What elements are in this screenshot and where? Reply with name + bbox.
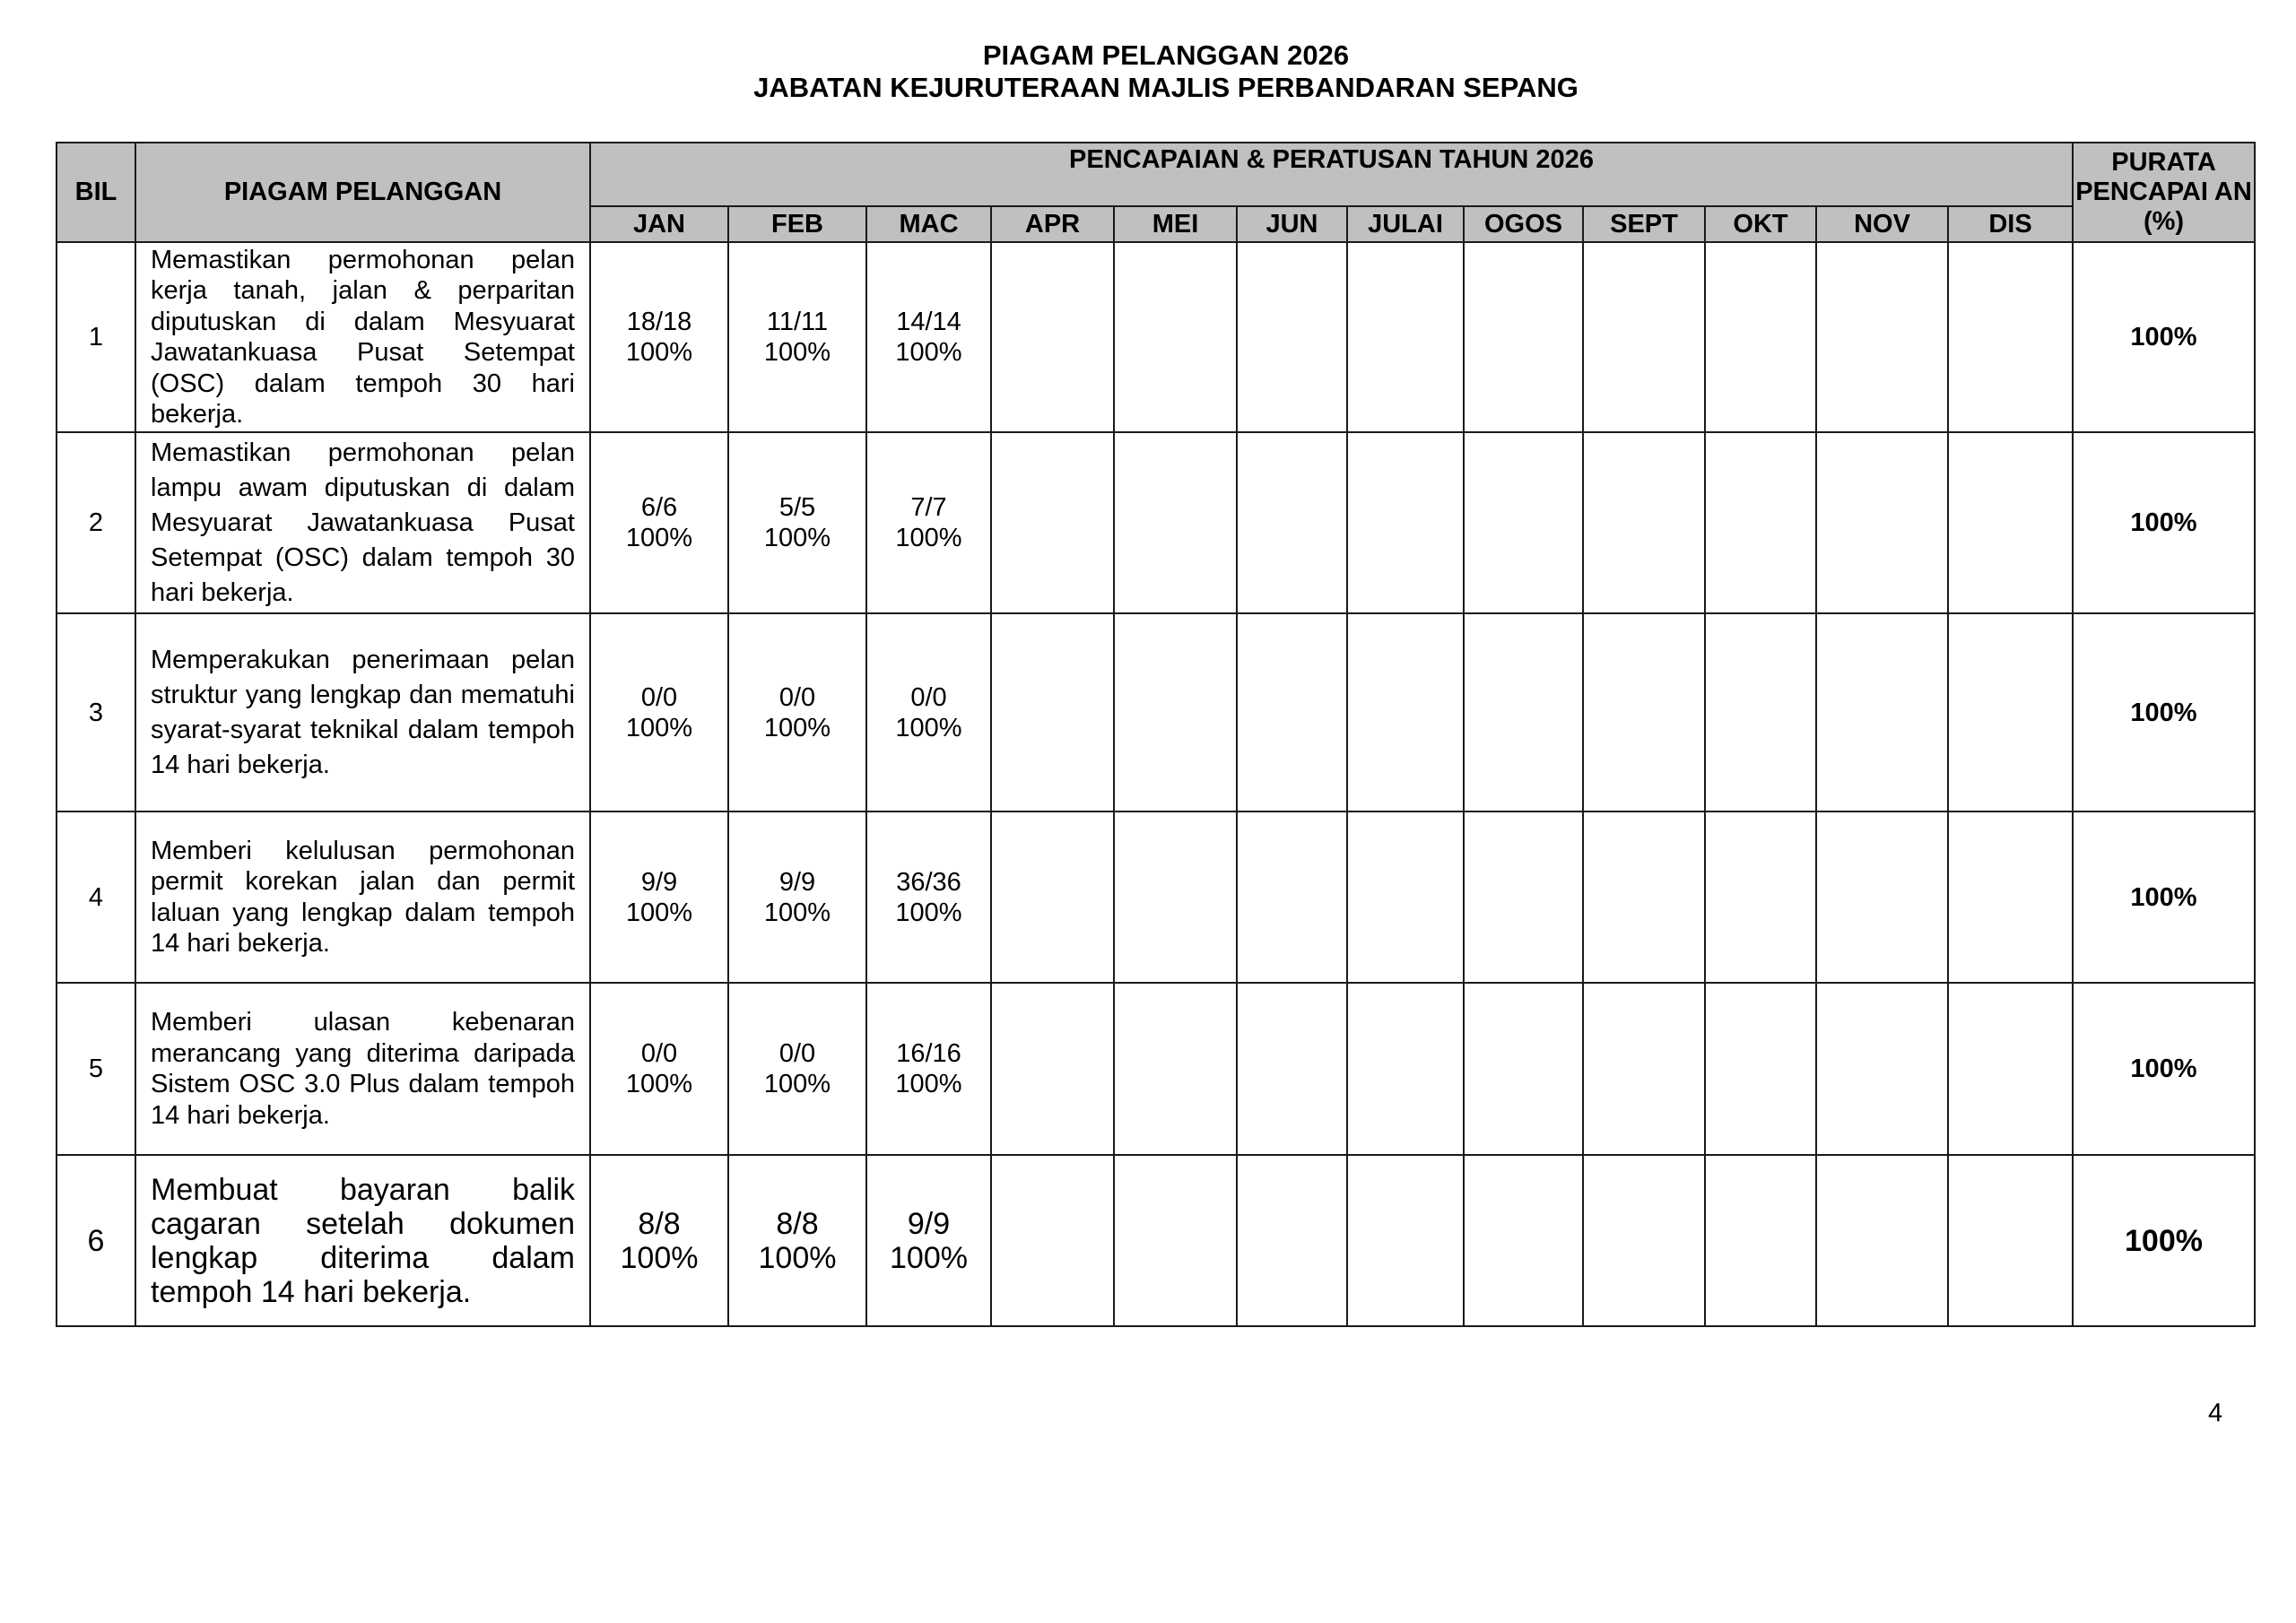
month-cell-apr (991, 1155, 1114, 1326)
month-count: 9/9 (640, 867, 678, 897)
table-row (57, 613, 2255, 812)
header-month-okt: OKT (1705, 206, 1816, 242)
month-cell-dis (1948, 1155, 2073, 1326)
month-percent: 100% (625, 338, 693, 367)
month-cell-jan (590, 812, 728, 983)
average-achievement: 100% (2073, 613, 2255, 812)
month-count: 0/0 (640, 682, 678, 712)
row-number: 5 (57, 983, 135, 1155)
month-cell-jun (1237, 613, 1347, 812)
row-number: 3 (57, 613, 135, 812)
month-cell-apr (991, 613, 1114, 812)
charter-description: Memastikan permohonan pelan kerja tanah, jalan & perparitan diputuskan di dalam Mesyuarat Jawatankuasa Pusat Setempat (OSC) dalam tempoh 30 hari bekerja. (135, 242, 590, 432)
document-subtitle: JABATAN KEJURUTERAAN MAJLIS PERBANDARAN SEPANG (753, 72, 1578, 103)
month-cell-okt (1705, 242, 1816, 432)
month-count: 9/9 (778, 867, 816, 897)
month-cell-mac (866, 983, 991, 1155)
table-row (57, 242, 2255, 432)
month-percent: 100% (895, 898, 962, 927)
month-count: 14/14 (896, 308, 961, 336)
charter-description: Memperakukan penerimaan pelan struktur yang lengkap dan mematuhi syarat-syarat teknikal dalam tempoh 14 hari bekerja. (135, 613, 590, 812)
month-cell-julai (1347, 812, 1464, 983)
month-cell-ogos (1464, 1155, 1583, 1326)
month-cell-julai (1347, 242, 1464, 432)
average-achievement: 100% (2073, 242, 2255, 432)
month-count: 7/7 (910, 493, 947, 522)
month-cell-feb (728, 983, 866, 1155)
month-cell-jan (590, 613, 728, 812)
header-month-mac: MAC (866, 206, 991, 242)
average-achievement: 100% (2073, 983, 2255, 1155)
month-cell-mac (866, 812, 991, 983)
month-cell-ogos (1464, 432, 1583, 613)
month-cell-jun (1237, 242, 1347, 432)
row-number: 2 (57, 432, 135, 613)
header-month-mei: MEI (1114, 206, 1237, 242)
customer-charter-table (56, 142, 2256, 1327)
month-cell-okt (1705, 983, 1816, 1155)
month-percent: 100% (763, 1070, 831, 1098)
table-row (57, 812, 2255, 983)
month-cell-mei (1114, 432, 1237, 613)
month-cell-dis (1948, 242, 2073, 432)
month-percent: 100% (763, 713, 831, 742)
month-percent: 100% (890, 1240, 968, 1275)
month-count: 0/0 (640, 1039, 678, 1068)
month-count: 8/8 (638, 1206, 681, 1241)
month-count: 16/16 (896, 1039, 961, 1068)
month-cell-julai (1347, 1155, 1464, 1326)
month-cell-nov (1816, 1155, 1948, 1326)
month-percent: 100% (763, 898, 831, 927)
month-cell-ogos (1464, 983, 1583, 1155)
month-cell-nov (1816, 812, 1948, 983)
header-achievement-group: PENCAPAIAN & PERATUSAN TAHUN 2026 (590, 143, 2073, 206)
month-cell-okt (1705, 432, 1816, 613)
row-number: 4 (57, 812, 135, 983)
month-count: 8/8 (776, 1206, 819, 1241)
month-cell-julai (1347, 613, 1464, 812)
month-cell-feb (728, 242, 866, 432)
month-cell-sept (1583, 242, 1705, 432)
month-count: 36/36 (896, 867, 961, 897)
month-cell-ogos (1464, 613, 1583, 812)
month-cell-feb (728, 613, 866, 812)
month-cell-nov (1816, 242, 1948, 432)
month-count: 0/0 (910, 682, 947, 712)
month-cell-ogos (1464, 812, 1583, 983)
month-cell-okt (1705, 1155, 1816, 1326)
header-average: PURATA PENCAPAI AN (%) (2073, 143, 2255, 242)
month-cell-jun (1237, 432, 1347, 613)
month-cell-mac (866, 613, 991, 812)
month-cell-julai (1347, 983, 1464, 1155)
header-month-jun: JUN (1237, 206, 1347, 242)
month-cell-mei (1114, 1155, 1237, 1326)
header-month-julai: JULAI (1347, 206, 1464, 242)
month-cell-jun (1237, 983, 1347, 1155)
month-percent: 100% (625, 524, 693, 552)
month-cell-jan (590, 1155, 728, 1326)
month-cell-sept (1583, 812, 1705, 983)
header-month-feb: FEB (728, 206, 866, 242)
row-number: 1 (57, 242, 135, 432)
month-percent: 100% (625, 713, 693, 742)
month-cell-julai (1347, 432, 1464, 613)
month-cell-mac (866, 242, 991, 432)
month-cell-mac (866, 1155, 991, 1326)
month-cell-nov (1816, 432, 1948, 613)
month-count: 0/0 (778, 682, 816, 712)
average-achievement: 100% (2073, 432, 2255, 613)
average-achievement: 100% (2073, 1155, 2255, 1326)
month-percent: 100% (620, 1240, 699, 1275)
header-month-apr: APR (991, 206, 1114, 242)
average-achievement: 100% (2073, 812, 2255, 983)
month-percent: 100% (895, 338, 962, 367)
table-row (57, 983, 2255, 1155)
month-cell-jan (590, 432, 728, 613)
month-cell-jan (590, 242, 728, 432)
month-cell-apr (991, 812, 1114, 983)
month-cell-mei (1114, 613, 1237, 812)
header-piagam-pelanggan: PIAGAM PELANGGAN (135, 143, 590, 242)
month-count: 0/0 (778, 1039, 816, 1068)
month-cell-sept (1583, 613, 1705, 812)
month-percent: 100% (758, 1240, 837, 1275)
month-cell-okt (1705, 812, 1816, 983)
month-percent: 100% (895, 524, 962, 552)
month-percent: 100% (625, 1070, 693, 1098)
month-count: 18/18 (626, 308, 692, 336)
month-cell-okt (1705, 613, 1816, 812)
month-percent: 100% (763, 524, 831, 552)
charter-description: Memastikan permohonan pelan lampu awam diputuskan di dalam Mesyuarat Jawatankuasa Pusat Setempat (OSC) dalam tempoh 30 hari bekerja. (135, 432, 590, 613)
month-cell-dis (1948, 613, 2073, 812)
header-month-nov: NOV (1816, 206, 1948, 242)
charter-description: Membuat bayaran balik cagaran setelah dokumen lengkap diterima dalam tempoh 14 hari bekerja. (135, 1155, 590, 1326)
month-percent: 100% (895, 713, 962, 742)
month-cell-sept (1583, 1155, 1705, 1326)
month-cell-dis (1948, 983, 2073, 1155)
document-title: PIAGAM PELANGGAN 2026 (982, 39, 1350, 71)
header-month-ogos: OGOS (1464, 206, 1583, 242)
month-cell-mei (1114, 812, 1237, 983)
month-cell-mei (1114, 242, 1237, 432)
header-month-sept: SEPT (1583, 206, 1705, 242)
month-cell-sept (1583, 432, 1705, 613)
month-cell-mac (866, 432, 991, 613)
header-bil: BIL (57, 143, 135, 242)
charter-description: Memberi kelulusan permohonan permit korekan jalan dan permit laluan yang lengkap dalam tempoh 14 hari bekerja. (135, 812, 590, 983)
month-cell-feb (728, 1155, 866, 1326)
month-cell-sept (1583, 983, 1705, 1155)
month-cell-mei (1114, 983, 1237, 1155)
month-cell-feb (728, 812, 866, 983)
header-month-dis: DIS (1948, 206, 2073, 242)
month-count: 6/6 (640, 493, 678, 522)
month-cell-dis (1948, 812, 2073, 983)
month-percent: 100% (895, 1070, 962, 1098)
month-cell-apr (991, 983, 1114, 1155)
page-number: 4 (2208, 1399, 2223, 1428)
month-cell-ogos (1464, 242, 1583, 432)
month-count: 11/11 (766, 308, 829, 336)
charter-description: Memberi ulasan kebenaran merancang yang diterima daripada Sistem OSC 3.0 Plus dalam tempoh 14 hari bekerja. (135, 983, 590, 1155)
row-number: 6 (57, 1155, 135, 1326)
month-count: 5/5 (778, 493, 816, 522)
month-percent: 100% (625, 898, 693, 927)
month-cell-apr (991, 432, 1114, 613)
month-cell-jun (1237, 812, 1347, 983)
month-cell-jan (590, 983, 728, 1155)
table-row (57, 432, 2255, 613)
month-cell-feb (728, 432, 866, 613)
month-cell-apr (991, 242, 1114, 432)
month-percent: 100% (763, 338, 831, 367)
table-row (57, 1155, 2255, 1326)
month-cell-jun (1237, 1155, 1347, 1326)
month-cell-nov (1816, 983, 1948, 1155)
header-month-jan: JAN (590, 206, 728, 242)
month-count: 9/9 (907, 1206, 951, 1241)
month-cell-dis (1948, 432, 2073, 613)
month-cell-nov (1816, 613, 1948, 812)
